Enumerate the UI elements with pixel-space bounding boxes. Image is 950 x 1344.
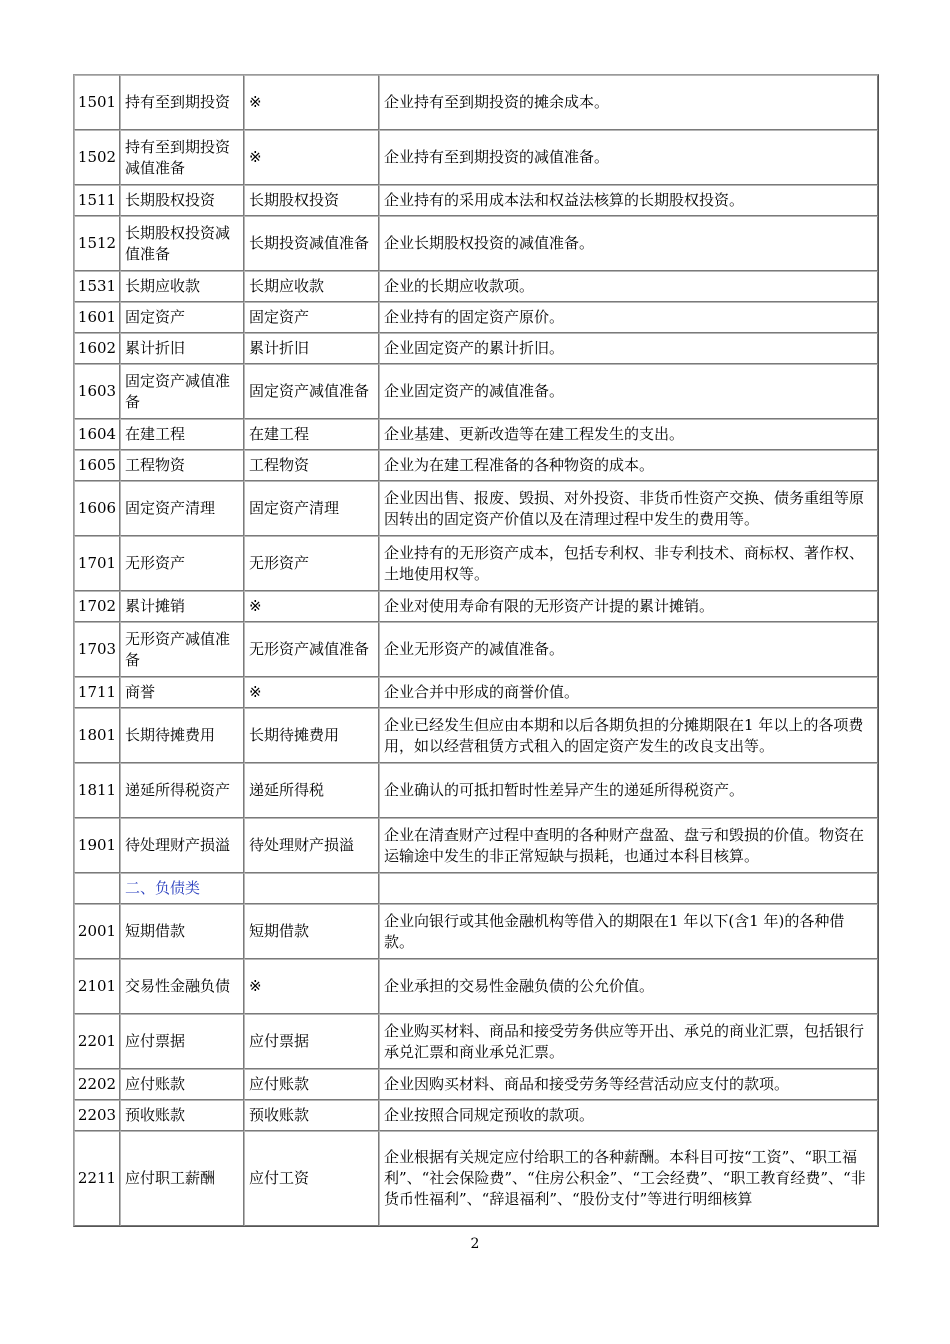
account-code: 1711 xyxy=(74,677,120,708)
account-code: 1531 xyxy=(74,271,120,302)
account-code: 2001 xyxy=(74,904,120,959)
account-code: 1701 xyxy=(74,536,120,591)
small-enterprise-account: 应付账款 xyxy=(244,1069,379,1100)
table-row xyxy=(74,216,878,271)
account-code: 1604 xyxy=(74,419,120,450)
account-description: 企业因出售、报废、毁损、对外投资、非货币性资产交换、债务重组等原因转出的固定资产价值以及在清理过程中发生的费用等。 xyxy=(379,481,878,536)
account-name: 预收账款 xyxy=(120,1100,244,1131)
account-description: 企业持有的固定资产原价。 xyxy=(379,302,878,333)
table-row xyxy=(74,481,878,536)
small-enterprise-account: 长期应收款 xyxy=(244,271,379,302)
account-code: 2203 xyxy=(74,1100,120,1131)
account-description: 企业根据有关规定应付给职工的各种薪酬。本科目可按“工资”、“职工福利”、“社会保险费”、“住房公积金”、“工会经费”、“职工教育经费”、“非货币性福利”、“辞退福利”、“股份支付”等进行明细核算 xyxy=(379,1131,878,1226)
table-row xyxy=(74,364,878,419)
table-row xyxy=(74,185,878,216)
account-name: 长期待摊费用 xyxy=(120,708,244,763)
small-enterprise-account: 短期借款 xyxy=(244,904,379,959)
account-description: 企业固定资产的累计折旧。 xyxy=(379,333,878,364)
account-name: 累计折旧 xyxy=(120,333,244,364)
table-row xyxy=(74,904,878,959)
table-row xyxy=(74,75,878,130)
small-enterprise-account: ※ xyxy=(244,75,379,130)
account-name: 应付票据 xyxy=(120,1014,244,1069)
account-description: 企业购买材料、商品和接受劳务供应等开出、承兑的商业汇票，包括银行承兑汇票和商业承兑汇票。 xyxy=(379,1014,878,1069)
empty-cell xyxy=(74,873,120,904)
account-code: 1606 xyxy=(74,481,120,536)
account-name: 待处理财产损溢 xyxy=(120,818,244,873)
small-enterprise-account: 累计折旧 xyxy=(244,333,379,364)
account-description: 企业确认的可抵扣暂时性差异产生的递延所得税资产。 xyxy=(379,763,878,818)
small-enterprise-account: 预收账款 xyxy=(244,1100,379,1131)
empty-cell xyxy=(244,873,379,904)
account-name: 递延所得税资产 xyxy=(120,763,244,818)
account-description: 企业因购买材料、商品和接受劳务等经营活动应支付的款项。 xyxy=(379,1069,878,1100)
account-code: 1605 xyxy=(74,450,120,481)
account-description: 企业固定资产的减值准备。 xyxy=(379,364,878,419)
account-name: 交易性金融负债 xyxy=(120,959,244,1014)
account-description: 企业合并中形成的商誉价值。 xyxy=(379,677,878,708)
table-row xyxy=(74,302,878,333)
account-name: 无形资产减值准备 xyxy=(120,622,244,677)
account-name: 商誉 xyxy=(120,677,244,708)
account-description: 企业已经发生但应由本期和以后各期负担的分摊期限在1 年以上的各项费用，如以经营租赁方式租入的固定资产发生的改良支出等。 xyxy=(379,708,878,763)
account-name: 应付账款 xyxy=(120,1069,244,1100)
table-row xyxy=(74,1100,878,1131)
table-row xyxy=(74,1069,878,1100)
empty-cell xyxy=(379,873,878,904)
small-enterprise-account: ※ xyxy=(244,130,379,185)
account-code: 1901 xyxy=(74,818,120,873)
account-code: 2202 xyxy=(74,1069,120,1100)
account-description: 企业向银行或其他金融机构等借入的期限在1 年以下(含1 年)的各种借款。 xyxy=(379,904,878,959)
small-enterprise-account: 固定资产减值准备 xyxy=(244,364,379,419)
account-description: 企业长期股权投资的减值准备。 xyxy=(379,216,878,271)
account-description: 企业在清查财产过程中查明的各种财产盘盈、盘亏和毁损的价值。物资在运输途中发生的非正常短缺与损耗，也通过本科目核算。 xyxy=(379,818,878,873)
small-enterprise-account: 应付工资 xyxy=(244,1131,379,1226)
account-code: 1603 xyxy=(74,364,120,419)
table-row xyxy=(74,591,878,622)
account-description: 企业基建、更新改造等在建工程发生的支出。 xyxy=(379,419,878,450)
account-code: 1602 xyxy=(74,333,120,364)
account-description: 企业承担的交易性金融负债的公允价值。 xyxy=(379,959,878,1014)
table-row xyxy=(74,1131,878,1226)
table-row xyxy=(74,536,878,591)
account-code: 2101 xyxy=(74,959,120,1014)
small-enterprise-account: ※ xyxy=(244,959,379,1014)
table-row xyxy=(74,763,878,818)
account-description: 企业为在建工程准备的各种物资的成本。 xyxy=(379,450,878,481)
table-row xyxy=(74,419,878,450)
table-row xyxy=(74,677,878,708)
account-code: 2201 xyxy=(74,1014,120,1069)
small-enterprise-account: 递延所得税 xyxy=(244,763,379,818)
account-name: 工程物资 xyxy=(120,450,244,481)
account-description: 企业持有的采用成本法和权益法核算的长期股权投资。 xyxy=(379,185,878,216)
account-code: 1502 xyxy=(74,130,120,185)
account-name: 固定资产清理 xyxy=(120,481,244,536)
account-code: 1801 xyxy=(74,708,120,763)
table-row xyxy=(74,959,878,1014)
account-name: 固定资产 xyxy=(120,302,244,333)
account-description: 企业持有至到期投资的减值准备。 xyxy=(379,130,878,185)
account-description: 企业持有至到期投资的摊余成本。 xyxy=(379,75,878,130)
account-name: 无形资产 xyxy=(120,536,244,591)
table-row xyxy=(74,818,878,873)
account-name: 持有至到期投资 xyxy=(120,75,244,130)
account-name: 固定资产减值准备 xyxy=(120,364,244,419)
account-code: 1811 xyxy=(74,763,120,818)
account-code: 1601 xyxy=(74,302,120,333)
account-description: 企业持有的无形资产成本，包括专利权、非专利技术、商标权、著作权、土地使用权等。 xyxy=(379,536,878,591)
small-enterprise-account: 固定资产 xyxy=(244,302,379,333)
account-code: 1703 xyxy=(74,622,120,677)
account-name: 应付职工薪酬 xyxy=(120,1131,244,1226)
table-row xyxy=(74,708,878,763)
small-enterprise-account: 长期投资减值准备 xyxy=(244,216,379,271)
account-code: 1501 xyxy=(74,75,120,130)
account-description: 企业无形资产的减值准备。 xyxy=(379,622,878,677)
page-number: 2 xyxy=(470,1236,480,1252)
account-code: 1702 xyxy=(74,591,120,622)
small-enterprise-account: 无形资产减值准备 xyxy=(244,622,379,677)
account-name: 短期借款 xyxy=(120,904,244,959)
small-enterprise-account: 长期待摊费用 xyxy=(244,708,379,763)
account-code: 1512 xyxy=(74,216,120,271)
small-enterprise-account: ※ xyxy=(244,591,379,622)
account-name: 持有至到期投资减值准备 xyxy=(120,130,244,185)
table-row xyxy=(74,271,878,302)
small-enterprise-account: 长期股权投资 xyxy=(244,185,379,216)
section-row xyxy=(74,873,878,904)
account-code: 1511 xyxy=(74,185,120,216)
account-name: 在建工程 xyxy=(120,419,244,450)
small-enterprise-account: 固定资产清理 xyxy=(244,481,379,536)
small-enterprise-account: 工程物资 xyxy=(244,450,379,481)
account-description: 企业对使用寿命有限的无形资产计提的累计摊销。 xyxy=(379,591,878,622)
account-description: 企业按照合同规定预收的款项。 xyxy=(379,1100,878,1131)
account-table xyxy=(73,74,879,1227)
account-name: 长期股权投资 xyxy=(120,185,244,216)
small-enterprise-account: ※ xyxy=(244,677,379,708)
account-description: 企业的长期应收款项。 xyxy=(379,271,878,302)
account-name: 长期股权投资减值准备 xyxy=(120,216,244,271)
account-name: 长期应收款 xyxy=(120,271,244,302)
table-row xyxy=(74,450,878,481)
small-enterprise-account: 待处理财产损溢 xyxy=(244,818,379,873)
table-row xyxy=(74,622,878,677)
table-row xyxy=(74,1014,878,1069)
section-heading: 二、负债类 xyxy=(120,873,244,904)
account-code: 2211 xyxy=(74,1131,120,1226)
small-enterprise-account: 在建工程 xyxy=(244,419,379,450)
table-row xyxy=(74,130,878,185)
account-name: 累计摊销 xyxy=(120,591,244,622)
small-enterprise-account: 应付票据 xyxy=(244,1014,379,1069)
table-row xyxy=(74,333,878,364)
small-enterprise-account: 无形资产 xyxy=(244,536,379,591)
